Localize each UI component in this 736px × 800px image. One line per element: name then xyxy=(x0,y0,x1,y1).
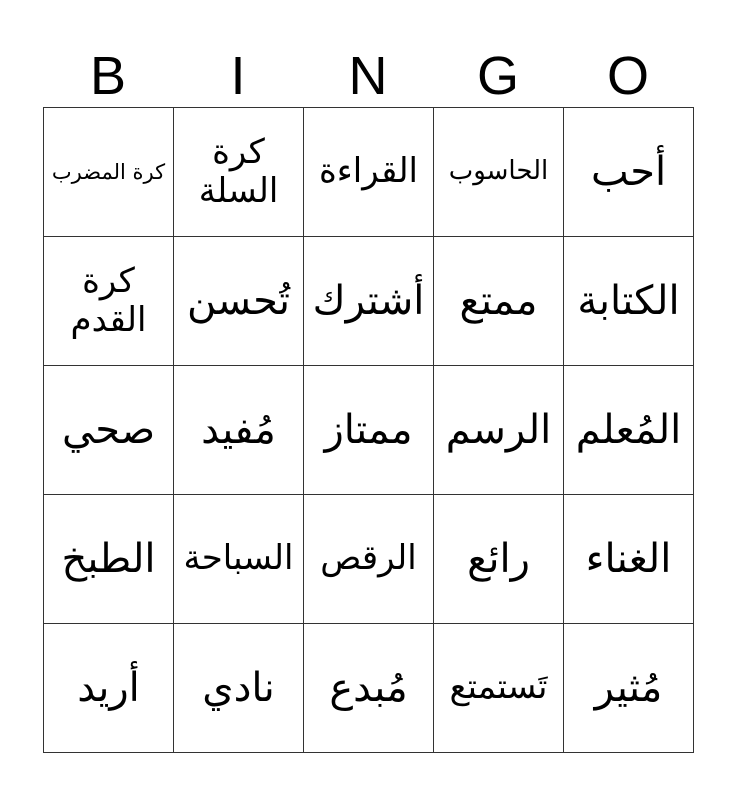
header-letter-i: I xyxy=(230,46,246,106)
bingo-row xyxy=(44,495,694,624)
bingo-cell: أريد xyxy=(44,624,174,753)
bingo-card-grid xyxy=(43,107,694,753)
header-letter-o: O xyxy=(606,46,649,106)
bingo-cell: تُحسن xyxy=(174,237,304,366)
bingo-cell: كرة القدم xyxy=(44,237,174,366)
bingo-cell: الطبخ xyxy=(44,495,174,624)
bingo-row xyxy=(44,108,694,237)
bingo-cell: الكتابة xyxy=(564,237,694,366)
bingo-cell: أحب xyxy=(564,108,694,237)
bingo-cell: مُفيد xyxy=(174,366,304,495)
bingo-cell: رائع xyxy=(434,495,564,624)
bingo-cell: القراءة xyxy=(304,108,434,237)
bingo-cell: كرة المضرب xyxy=(44,108,174,237)
bingo-cell: السباحة xyxy=(174,495,304,624)
bingo-cell: الرقص xyxy=(304,495,434,624)
header-letter-b: B xyxy=(89,46,127,106)
bingo-header xyxy=(43,46,693,106)
bingo-cell: مُثير xyxy=(564,624,694,753)
bingo-cell: كرة السلة xyxy=(174,108,304,237)
bingo-cell: ممتع xyxy=(434,237,564,366)
bingo-cell: صحي xyxy=(44,366,174,495)
bingo-cell: نادي xyxy=(174,624,304,753)
bingo-cell: مُبدع xyxy=(304,624,434,753)
header-letter-g: G xyxy=(476,46,519,106)
bingo-cell: الغناء xyxy=(564,495,694,624)
bingo-cell: الرسم xyxy=(434,366,564,495)
bingo-cell: المُعلم xyxy=(564,366,694,495)
bingo-cell: تَستمتع xyxy=(434,624,564,753)
bingo-row xyxy=(44,237,694,366)
header-letter-n: N xyxy=(348,46,388,106)
bingo-row xyxy=(44,624,694,753)
bingo-cell: أشترك xyxy=(304,237,434,366)
bingo-cell: الحاسوب xyxy=(434,108,564,237)
bingo-row xyxy=(44,366,694,495)
bingo-cell: ممتاز xyxy=(304,366,434,495)
